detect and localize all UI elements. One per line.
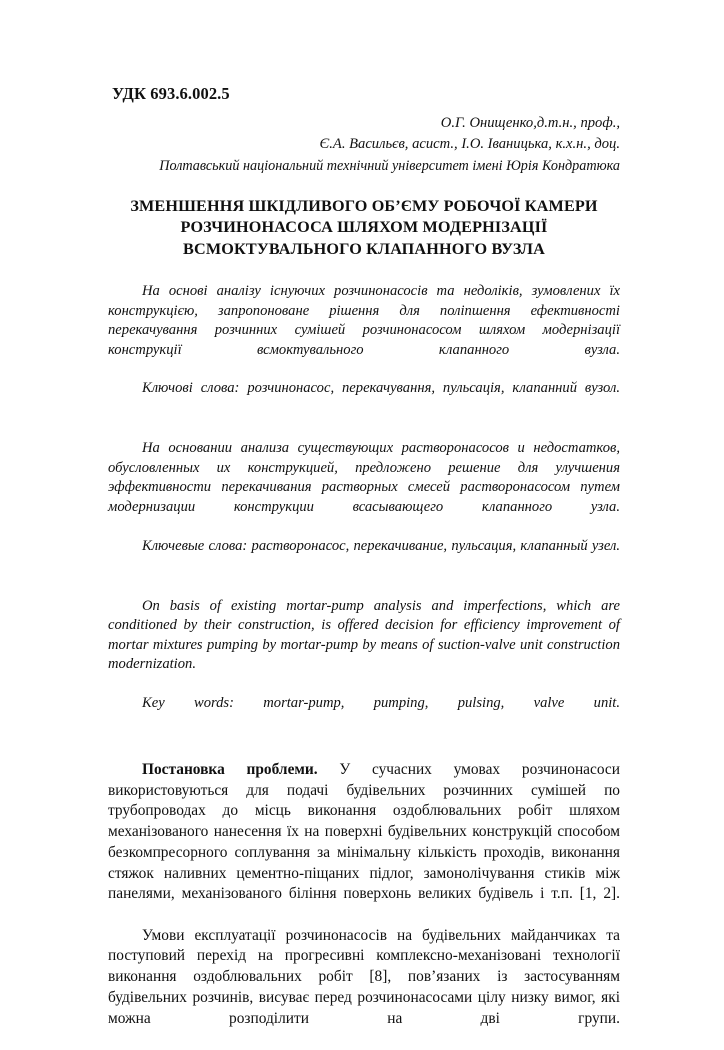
author-line-2: Є.А. Васильєв, асист., І.О. Іваницька, к.х.н., доц. [319,136,620,153]
abstract-english-keywords: Key words: mortar-pump, pumping, pulsing, valve unit. [142,695,620,711]
abstract-russian-text: На основании анализа существующих растворонасосов и недостатков, обусловленных их конструкцией, предложено решение для улучшения эффективности перекачивания растворных смесей растворонасосом путем модернизации конструкции всасывающего клапанного узла. [108,440,620,515]
abstract-ukrainian [108,282,620,418]
abstract-ukrainian-keywords: Ключові слова: розчинонасос, перекачування, пульсація, клапанний вузол. [142,380,620,397]
title-line-2: РОЗЧИНОНАСОСА ШЛЯХОМ МОДЕРНІЗАЦІЇ [180,218,548,237]
abstract-english [108,597,620,733]
page-content [108,84,620,1050]
udc-code: УДК 693.6.002.5 [112,84,230,103]
abstract-russian [108,439,620,575]
title-line-3: ВСМОКТУВАЛЬНОГО КЛАПАННОГО ВУЗЛА [183,239,545,258]
page-title [108,196,620,260]
body-paragraph-2: Умови експлуатації розчинонасосів на будівельних майданчиках та поступовий перехід на прогресивні комплексно-механізовані технології виконання оздоблювальних робіт [8], пов’язаних із застосуванням будівельних розчинів, висуває перед розчинонасосами цілу низку вимог, які можна розподілити на дві групи. [108,926,620,1027]
abstract-russian-keywords: Ключевые слова: растворонасос, перекачивание, пульсация, клапанный узел. [142,537,620,554]
abstract-english-text: On basis of existing mortar-pump analysis and imperfections, which are conditioned by their construction, is offered decision for efficiency improvement of mortar mixtures pumping by mortar-pump by means of suction-valve unit construction modernization. [108,597,620,673]
body-paragraph-1 [108,760,620,926]
title-line-1: ЗМЕНШЕННЯ ШКІДЛИВОГО ОБ’ЄМУ РОБОЧОЇ КАМЕРИ [130,196,598,215]
body-text [108,760,620,1050]
author-block [108,113,620,177]
affiliation: Полтавський національний технічний університет імені Юрія Кондратюка [159,157,620,174]
author-line-1: О.Г. Онищенко,д.т.н., проф., [440,114,620,131]
abstract-ukrainian-text: На основі аналізу існуючих розчинонасосів та недоліків, зумовлених їх конструкцією, запропоноване рішення для поліпшення ефективності перекачування розчинних сумішей розчинонасосом шляхом модернізації конструкції всмоктувального клапанного вузла. [108,283,620,358]
body-paragraph-1-text: У сучасних умовах розчинонасоси використовуються для подачі будівельних розчинних сумішей по трубопроводах до місць виконання оздоблювальних робіт шляхом механізованого нанесення їх на поверхні будівельних конструкцій способом безкомпресорного соплування за мінімальну кількість проходів, виконання стяжок наливних цементно-піщаних підлог, замонолічування стиків між панелями, механізованого біління поверхонь великих будівель і т.п. [1, 2]. [108,760,620,903]
section-heading-problem-statement: Постановка проблеми. [142,760,318,778]
